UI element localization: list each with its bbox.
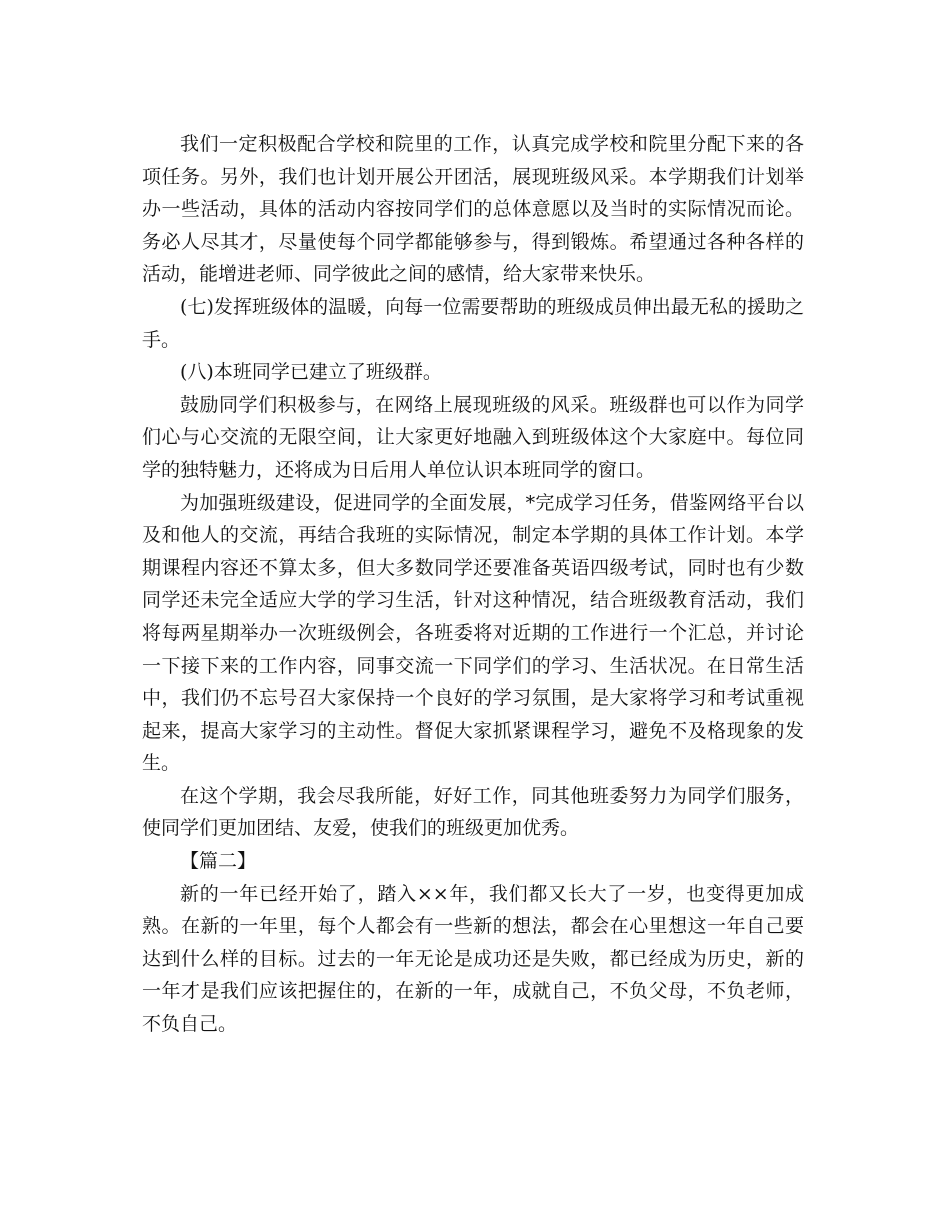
paragraph-class-group: 鼓励同学们积极参与，在网络上展现班级的风采。班级群也可以作为同学们心与心交流的无限空间，让大家更好地融入到班级体这个大家庭中。每位同学的独特魅力，还将成为日后用人单位认识本班同学的窗口。: [142, 393, 804, 481]
paragraph-activities: 我们一定积极配合学校和院里的工作，认真完成学校和院里分配下来的各项任务。另外，我们也计划开展公开团活，展现班级风采。本学期我们计划举办一些活动，具体的活动内容按同学们的总体意愿以及当时的实际情况而论。务必人尽其才，尽量使每个同学都能够参与，得到锻炼。希望通过各种各样的活动，能增进老师、同学彼此之间的感情，给大家带来快乐。: [142, 133, 804, 286]
paragraph-commitment: 在这个学期，我会尽我所能，好好工作，同其他班委努力为同学们服务，使同学们更加团结、友爱，使我们的班级更加优秀。: [142, 784, 804, 840]
paragraph-item-eight: (八)本班同学已建立了班级群。: [180, 361, 442, 384]
paragraph-new-year: 新的一年已经开始了，踏入××年，我们都又长大了一岁，也变得更加成熟。在新的一年里，每个人都会有一些新的想法，都会在心里想这一年自己要达到什么样的目标。过去的一年无论是成功还是失败，都已经成为历史，新的一年才是我们应该把握住的，在新的一年，成就自己，不负父母，不负老师，不负自己。: [142, 882, 804, 1036]
document-body: [142, 128, 804, 1041]
paragraph-work-plan: 为加强班级建设，促进同学的全面发展，*完成学习任务，借鉴网络平台以及和他人的交流，再结合我班的实际情况，制定本学期的具体工作计划。本学期课程内容还不算太多，但大多数同学还要准备英语四级考试，同时也有少数同学还未完全适应大学的学习生活，针对这种情况，结合班级教育活动，我们将每两星期举办一次班级例会，各班委将对近期的工作进行一个汇总，并讨论一下接下来的工作内容，同事交流一下同学们的学习、生活状况。在日常生活中，我们仍不忘号召大家保持一个良好的学习氛围，是大家将学习和考试重视起来，提高大家学习的主动性。督促大家抓紧课程学习，避免不及格现象的发生。: [142, 491, 804, 775]
paragraph-item-seven: (七)发挥班级体的温暖，向每一位需要帮助的班级成员伸出最无私的援助之手。: [142, 295, 804, 351]
section-heading: 【篇二】: [180, 850, 257, 873]
